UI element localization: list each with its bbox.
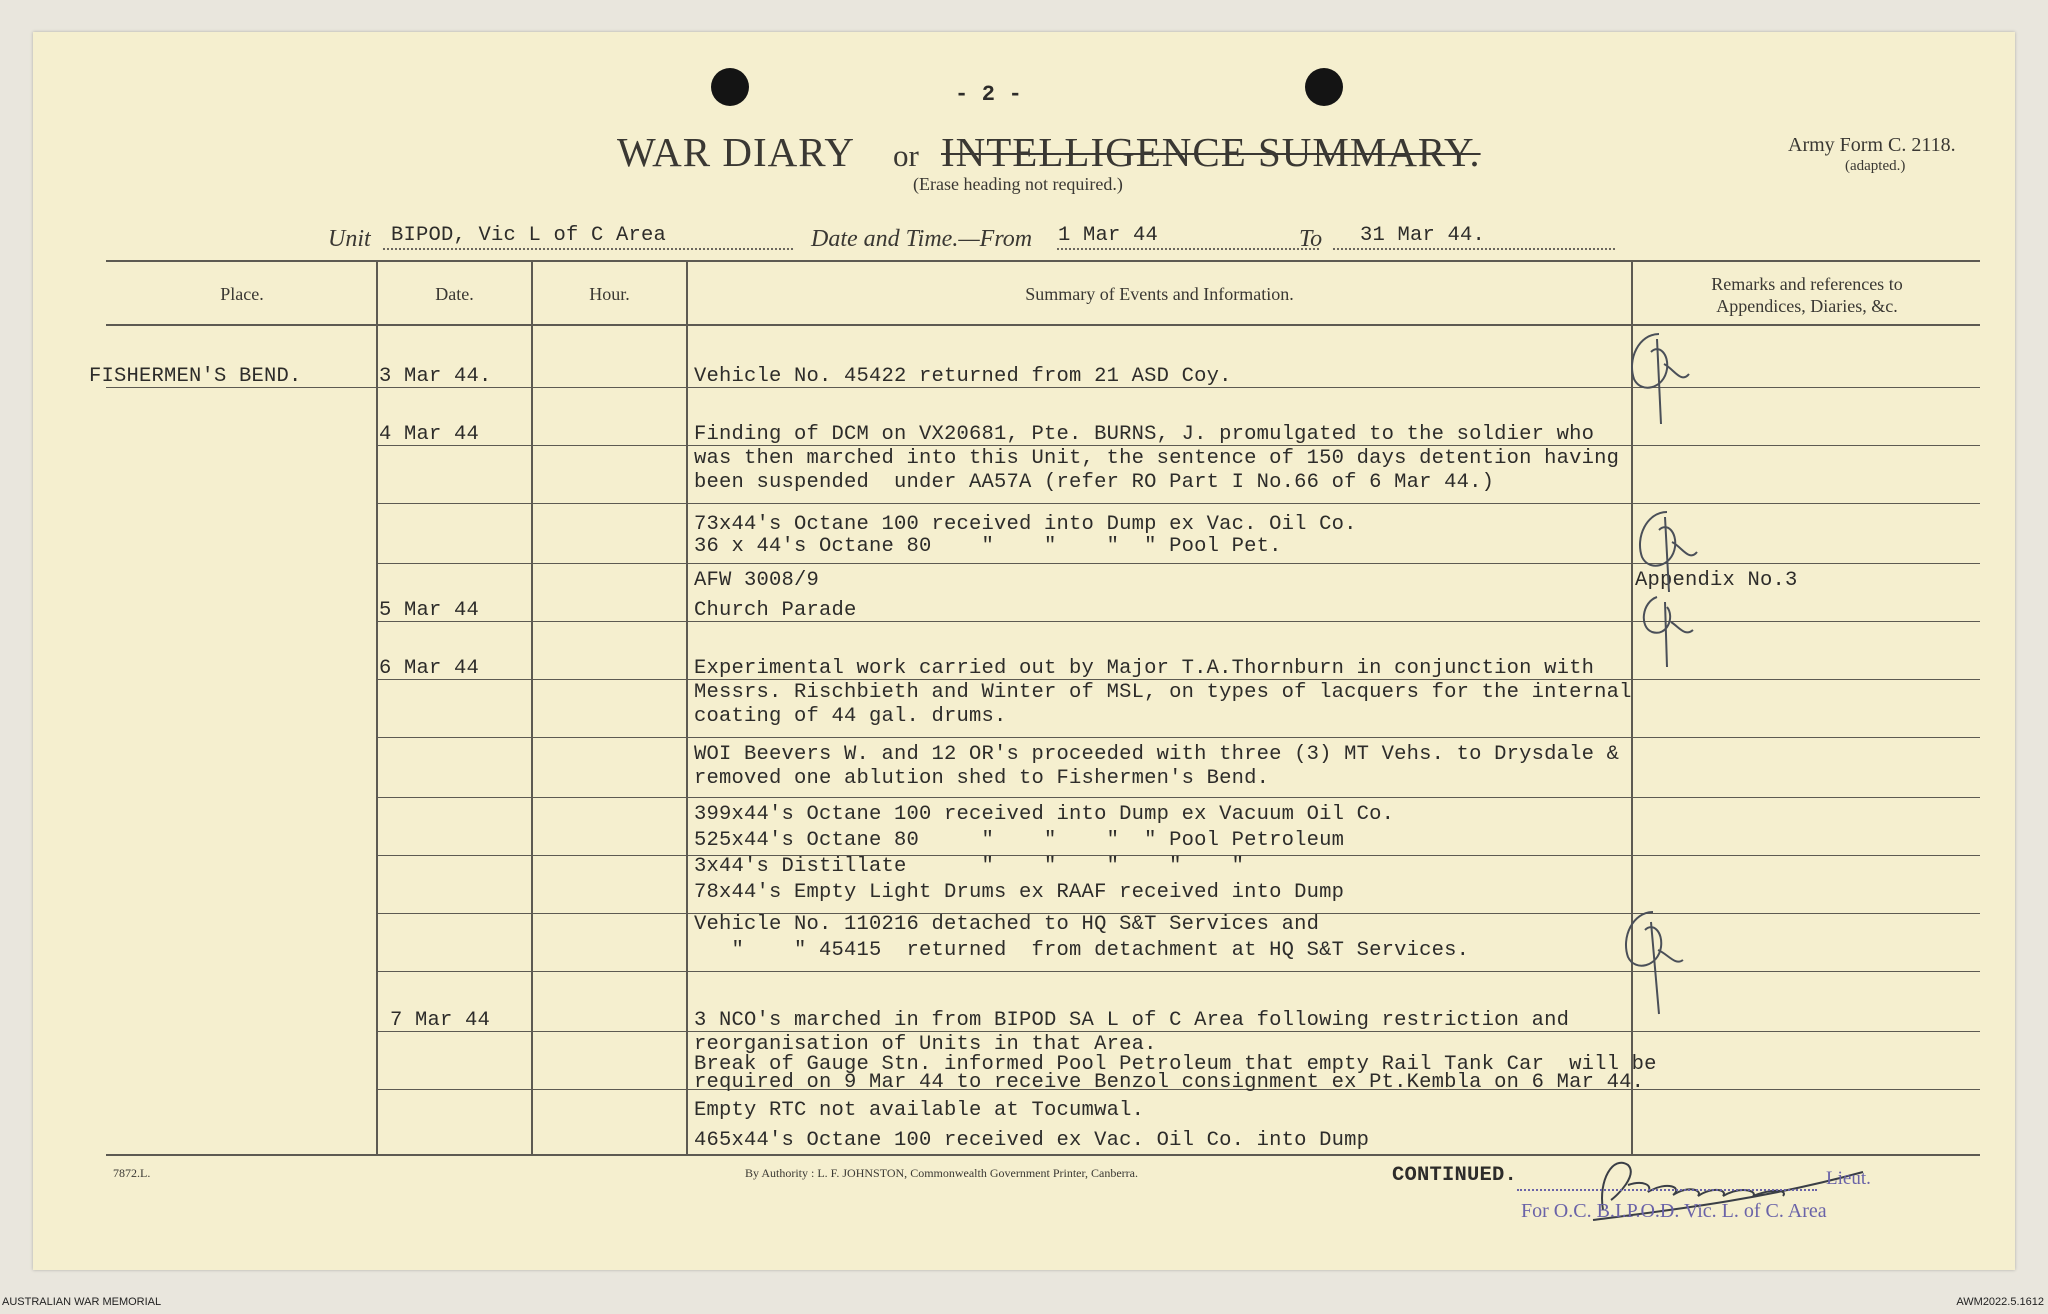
summary-line: required on 9 Mar 44 to receive Benzol consignment ex Pt.Kembla on 6 Mar 44. [694, 1071, 1645, 1094]
summary-line: 3x44's Distillate " " " " " [694, 855, 1245, 878]
erase-note: (Erase heading not required.) [913, 174, 1123, 194]
summary-line: Break of Gauge Stn. informed Pool Petroleum that empty Rail Tank Car will be [694, 1053, 1657, 1076]
summary-line: 3 NCO's marched in from BIPOD SA L of C Area following restriction and [694, 1009, 1570, 1032]
printer-authority [745, 1166, 1138, 1181]
date-entry-5-mar: 5 Mar 44 [379, 599, 480, 622]
handwritten-initials-mark [1619, 324, 1699, 434]
date-entry-7-mar: 7 Mar 44 [390, 1009, 491, 1032]
title-intelligence-summary-struck: INTELLIGENCE SUMMARY. [941, 129, 1481, 175]
for-oc-stamp: For O.C. B.I.P.O.D. Vic. L. of C. Area [1521, 1200, 1827, 1222]
summary-line: Vehicle No. 45422 returned from 21 ASD Coy. [694, 365, 1232, 388]
header-hour: Hour. [589, 284, 630, 304]
remark-appendix: Appendix No.3 [1635, 569, 1798, 592]
date-entry-4-mar: 4 Mar 44 [379, 423, 480, 446]
signature-dotted-line [1517, 1189, 1817, 1191]
date-to-label: To [1299, 226, 1323, 252]
authority-prefix: By Authority : [745, 1166, 815, 1180]
unit-dotted-line [383, 248, 793, 250]
summary-line: WOI Beevers W. and 12 OR's proceeded with three (3) MT Vehs. to Drysdale & [694, 743, 1620, 766]
header-remarks-line1: Remarks and references to [1711, 274, 1903, 294]
col-rule-2 [531, 262, 533, 1154]
punch-hole-left [711, 68, 749, 106]
summary-line: removed one ablution shed to Fishermen's Bend. [694, 767, 1270, 790]
form-code: 7872.L. [113, 1166, 151, 1180]
page-number: - 2 - [955, 82, 1023, 107]
summary-line: 36 x 44's Octane 80 " " " " Pool Pet. [694, 535, 1282, 558]
archive-label-right: AWM2022.5.1612 [1956, 1296, 2044, 1308]
summary-line: coating of 44 gal. drums. [694, 705, 1007, 728]
unit-label: Unit [328, 226, 371, 252]
summary-line: reorganisation of Units in that Area. [694, 1033, 1157, 1056]
army-form-number: Army Form C. 2118. [1788, 134, 1956, 156]
handwritten-initials-mark [1627, 502, 1707, 672]
rank-lieut: Lieut. [1826, 1168, 1871, 1189]
archive-label-left: AUSTRALIAN WAR MEMORIAL [2, 1296, 162, 1308]
unit-value: BIPOD, Vic L of C Area [391, 224, 667, 247]
summary-line: AFW 3008/9 [694, 569, 820, 592]
summary-line: Vehicle No. 110216 detached to HQ S&T Services and [694, 913, 1320, 936]
header-date: Date. [435, 284, 474, 304]
table-top-rule [106, 260, 1980, 262]
summary-line: was then marched into this Unit, the sentence of 150 days detention having [694, 447, 1620, 470]
summary-line: been suspended under AA57A (refer RO Part I No.66 of 6 Mar 44.) [694, 471, 1495, 494]
summary-line: 525x44's Octane 80 " " " " Pool Petroleum [694, 829, 1345, 852]
date-time-label: Date and Time.—From [811, 226, 1033, 252]
summary-line: Church Parade [694, 599, 857, 622]
header-place: Place. [220, 284, 264, 304]
diary-page [33, 32, 2015, 1270]
summary-line: Empty RTC not available at Tocumwal. [694, 1099, 1145, 1122]
authority-name: L. F. JOHNSTON, [817, 1166, 908, 1180]
authority-rest: Commonwealth Government Printer, Canberra. [910, 1166, 1138, 1180]
handwritten-initials-mark [1613, 902, 1693, 1022]
form-adapted: (adapted.) [1845, 158, 1906, 174]
continued-note: CONTINUED. [1392, 1164, 1518, 1187]
summary-line: Experimental work carried out by Major T.A.Thornburn in conjunction with [694, 657, 1595, 680]
to-dotted-line [1333, 248, 1615, 250]
summary-line: 73x44's Octane 100 received into Dump ex Vac. Oil Co. [694, 513, 1357, 536]
date-entry-3-mar: 3 Mar 44. [379, 365, 492, 388]
col-rule-1 [376, 262, 378, 1154]
summary-line: 399x44's Octane 100 received into Dump ex Vacuum Oil Co. [694, 803, 1395, 826]
place-entry: FISHERMEN'S BEND. [89, 365, 302, 388]
summary-line: Finding of DCM on VX20681, Pte. BURNS, J. promulgated to the soldier who [694, 423, 1595, 446]
header-remarks-line2: Appendices, Diaries, &c. [1716, 296, 1898, 316]
date-entry-6-mar: 6 Mar 44 [379, 657, 480, 680]
punch-hole-right [1305, 68, 1343, 106]
date-to: 31 Mar 44. [1360, 224, 1486, 247]
title-war-diary: WAR DIARY [617, 129, 855, 175]
title-or: or [893, 138, 919, 173]
header-summary: Summary of Events and Information. [1025, 284, 1294, 304]
summary-line: 465x44's Octane 100 received ex Vac. Oil Co. into Dump [694, 1129, 1370, 1152]
summary-line: " " 45415 returned from detachment at HQ S&T Services. [694, 939, 1470, 962]
date-from: 1 Mar 44 [1058, 224, 1159, 247]
summary-line: 78x44's Empty Light Drums ex RAAF received into Dump [694, 881, 1345, 904]
from-dotted-line [1057, 248, 1319, 250]
col-rule-3 [686, 262, 688, 1154]
summary-line: Messrs. Rischbieth and Winter of MSL, on types of lacquers for the internal [694, 681, 1632, 704]
